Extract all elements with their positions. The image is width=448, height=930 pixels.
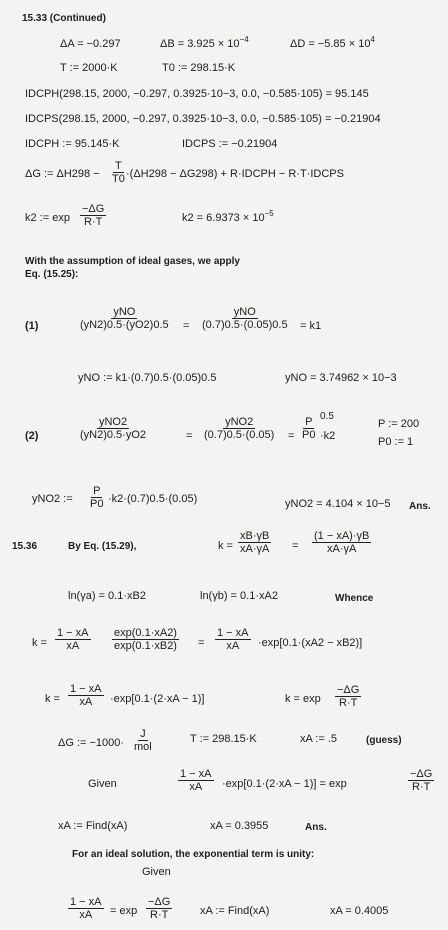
k-lhs: k = [218,540,233,552]
p-assign: P := 200 [378,418,420,430]
p0-assign: P0 := 1 [378,436,414,448]
k2-eq-equals: = [198,637,205,649]
k2-fraction: $\frac{-\Delta G}{R\cdot T}$ [82,203,105,228]
ideal-note: For an ideal solution, the exponential term is unity: [72,849,315,860]
idcph-call: IDCPH(298.15, 2000, −0.297, 0.3925·10−3, 0.0, −0.585·105) = 95.145 [25,88,369,100]
eq2-fraction-2: yNO2 (0.7)0.5·(0.05) [204,416,275,441]
t0-assign: T0 := 298.15·K [162,62,236,74]
k3-lhs: k = [45,693,60,705]
s1536-by: By Eq. (15.29), [68,541,137,552]
eq2-pressure-ratio: $\frac{P}{P0}$ [302,416,316,441]
k2-eq-lhs: k = [32,637,47,649]
eq2-assign-lhs: yNO2 := [32,493,73,505]
k2-lhs: k2 := exp [25,212,70,224]
dg-lhs: ΔG := ΔH298 − [25,168,100,180]
eq2-equals-1: = [186,430,193,442]
delta-a: ΔA = −0.297 [60,38,121,50]
dg-rest: ·(ΔH298 − ΔG298) + R·IDCPH − R·T·IDCPS [126,168,344,180]
last-fraction: $\frac{1 - xA}{xA}$ [70,896,102,921]
k-equals: = [292,540,299,552]
k4-fraction: $\frac{-\Delta G}{R\cdot T}$ [337,684,360,709]
given-1: Given [88,778,117,790]
last-mid: = exp [110,905,138,917]
eq1-equals: = [183,320,190,332]
given-fraction: $\frac{1 - xA}{xA}$ [180,768,212,793]
k2-eq-fraction-2: $\frac{\exp(0.1\cdot xA2)}{\exp(0.1\cdot xB2)}$ [114,627,177,652]
section-header: 15.33 (Continued) [22,13,106,24]
given-2: Given [142,866,171,878]
eq2-assign-ratio: $\frac{P}{P0}$ [90,485,104,510]
eq1-label: (1) [25,320,39,332]
eq2-fraction-1: yNO2 (yN2)0.5·yO2 [80,416,147,441]
result-2: xA = 0.4005 [330,905,389,917]
k4-lhs: k = exp [285,693,321,705]
last-exp-fraction: $\frac{-\Delta G}{R\cdot T}$ [148,896,171,921]
eq1-fraction-1: yNO (yN2)0.5·(yO2)0.5 [80,306,169,331]
whence: Whence [335,593,374,604]
given-exp-fraction: $\frac{-\Delta G}{R\cdot T}$ [410,768,433,793]
ln-gamma-b: ln(γb) = 0.1·xA2 [200,590,278,602]
find-2: xA := Find(xA) [200,905,270,917]
eq1-result: yNO = 3.74962 × 10−3 [285,372,397,384]
result-1: xA = 0.3955 [210,820,269,832]
idcps-assign: IDCPS := −0.21904 [182,138,278,150]
eq1-fraction-2: yNO (0.7)0.5·(0.05)0.5 [202,306,288,331]
dg-fraction: $\frac{T}{T0}$ [112,160,125,185]
assumption-line2: Eq. (15.25): [25,269,79,280]
ans-2: Ans. [305,822,327,833]
eq2-ans: Ans. [409,501,431,512]
s1536-label: 15.36 [12,541,38,552]
dg-assign: ΔG := −1000· [58,737,125,749]
idcps-call: IDCPS(298.15, 2000, −0.297, 0.3925·10−3, 0.0, −0.585·105) = −0.21904 [25,113,381,125]
t-assign: T := 2000·K [60,62,118,74]
k-fraction-2: $\frac{(1 - xA)\cdot\gamma B}{xA\cdot\gamma A}$ [314,530,370,555]
eq2-result: yNO2 = 4.104 × 10−5 [285,498,391,510]
delta-d: $\Delta D = -5.85 \times 10^4$ [290,35,375,50]
eq1-rhs: = k1 [300,320,322,332]
xa-guess: xA := .5 [300,733,337,745]
eq2-tail: ·k2 [320,430,336,442]
assumption-line1: With the assumption of ideal gases, we apply [25,256,240,267]
ln-gamma-a: ln(γa) = 0.1·xB2 [68,590,146,602]
k3-tail: ·exp[0.1·(2·xA − 1)] [110,693,205,705]
k2-eq-tail: ·exp[0.1·(xA2 − xB2)] [258,637,363,649]
eq2-exponent: 0.5 [320,411,334,422]
find-1: xA := Find(xA) [58,820,128,832]
k2-result: $k2 = 6.9373 \times 10^{-5}$ [182,209,274,224]
k3-fraction: $\frac{1 - xA}{xA}$ [70,683,102,708]
k2-eq-fraction-1: $\frac{1 - xA}{xA}$ [57,627,89,652]
guess-note: (guess) [366,735,402,746]
k2-eq-fraction-3: $\frac{1 - xA}{xA}$ [217,627,249,652]
eq1-assign: yNO := k1·(0.7)0.5·(0.05)0.5 [78,372,217,384]
eq2-equals-2: = [288,430,295,442]
eq2-label: (2) [25,430,39,442]
dg-units: J mol [134,728,152,753]
eq2-assign-tail: ·k2·(0.7)0.5·(0.05) [108,493,198,505]
idcph-assign: IDCPH := 95.145·K [25,138,120,150]
delta-b: $\Delta B = 3.925 \times 10^{-4}$ [160,35,249,50]
given-tail: ·exp[0.1·(2·xA − 1)] = exp [222,778,347,790]
k-fraction-1: $\frac{xB\cdot\gamma B}{xA\cdot\gamma A}$ [240,530,270,555]
t-assign-2: T := 298.15·K [190,733,257,745]
